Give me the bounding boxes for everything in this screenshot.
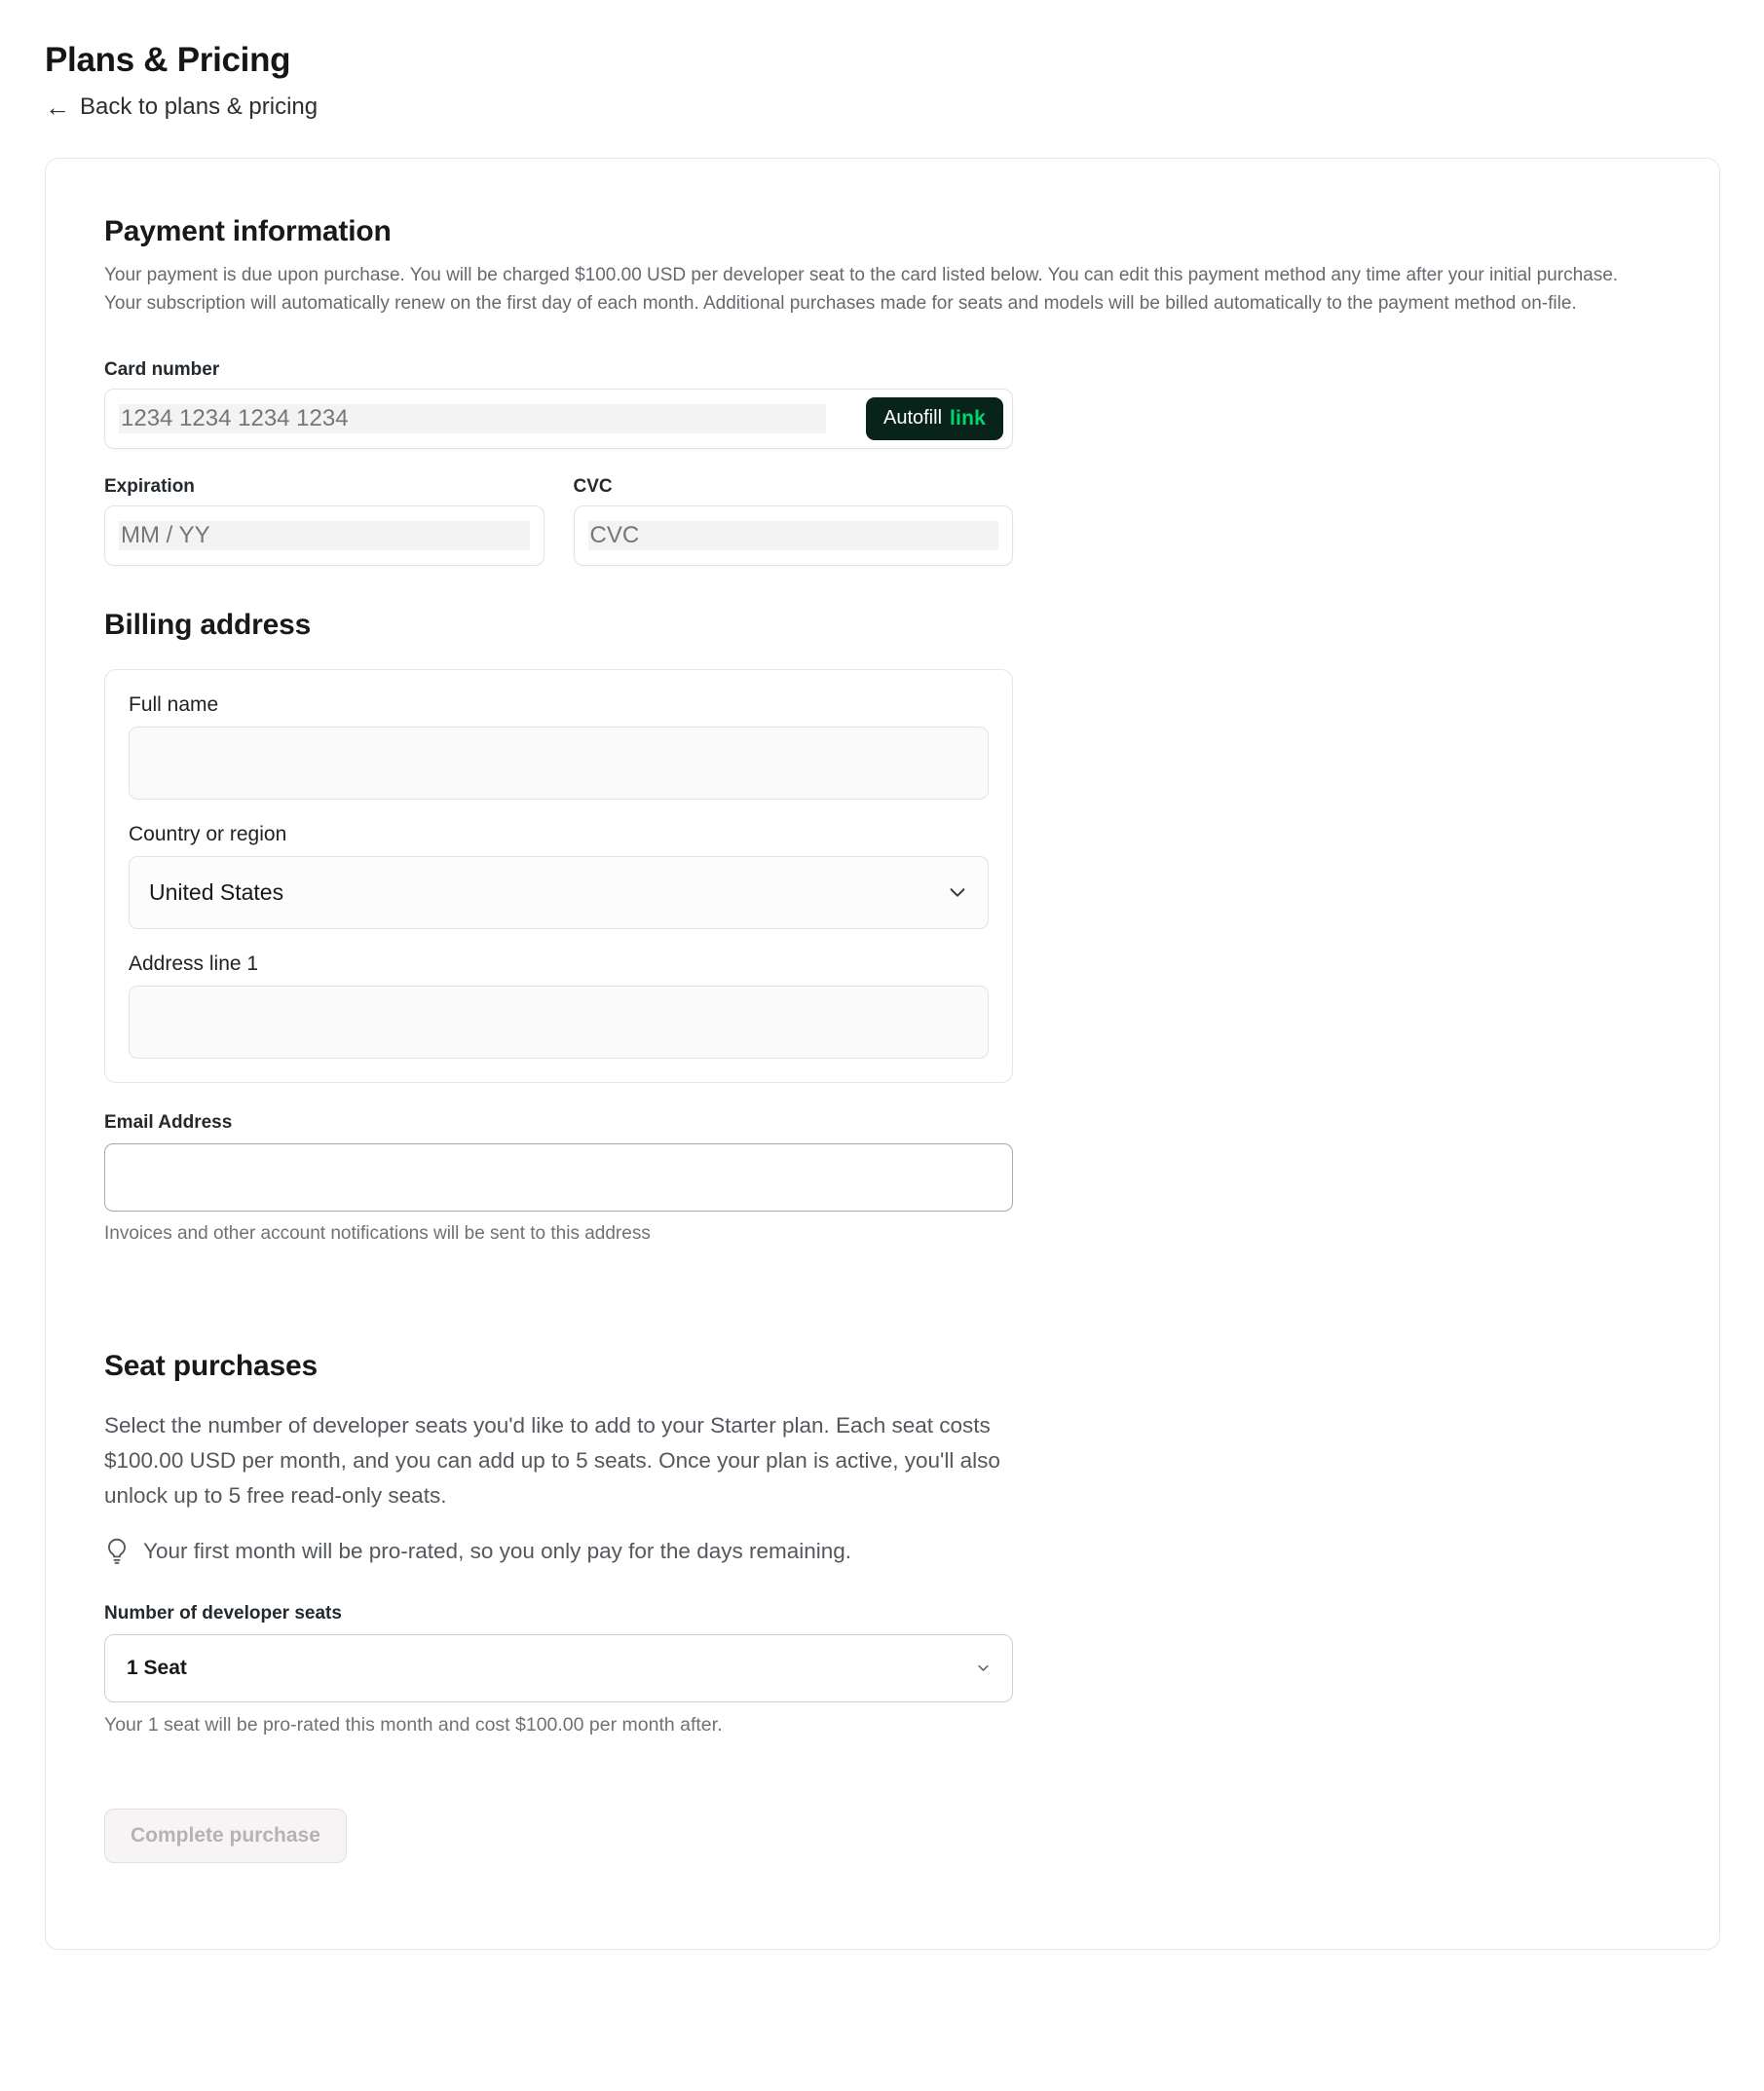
expiration-label: Expiration [104, 475, 195, 497]
email-helper-text: Invoices and other account notifications will be sent to this address [104, 1222, 651, 1244]
back-arrow-icon: ← [45, 93, 70, 122]
seat-purchases-section [104, 1350, 1013, 1863]
billing-address-heading: Billing address [104, 608, 312, 641]
page-title: Plans & Pricing [45, 41, 291, 79]
prorate-tip-text: Your first month will be pro-rated, so you only pay for the days remaining. [143, 1538, 852, 1563]
card-number-field-wrap [104, 389, 1013, 449]
cvc-field [574, 476, 1014, 566]
full-name-input[interactable] [129, 727, 989, 800]
expiration-input[interactable] [104, 505, 544, 566]
address-line1-label: Address line 1 [129, 952, 259, 975]
expiration-field [104, 476, 544, 566]
autofill-label: Autofill [882, 407, 943, 429]
country-selected-value: United States [149, 878, 284, 905]
chevron-down-icon [947, 881, 968, 903]
seat-purchases-description: Select the number of developer seats you'd like to add to your Starter plan. Each seat costs $100.00 USD per month, and you can add up to 5 seats. Once your plan is active, you'll also unlock up to 5 free read-only seats. [104, 1412, 1000, 1508]
billing-address-group [104, 669, 1013, 1083]
seat-count-label: Number of developer seats [104, 1602, 342, 1624]
back-link[interactable] [45, 93, 318, 121]
email-label: Email Address [104, 1111, 233, 1133]
seat-prorate-helper: Your 1 seat will be pro-rated this month and cost $100.00 per month after. [104, 1713, 723, 1736]
payment-information-heading: Payment information [104, 215, 392, 247]
link-brand-logo: link [950, 406, 986, 429]
cvc-input[interactable] [574, 505, 1014, 566]
email-input[interactable] [104, 1143, 1013, 1212]
payment-description: Your payment is due upon purchase. You will be charged $100.00 USD per developer seat to the card listed below. You can edit this payment method any time after your initial purchase. Your subscription will automatically renew on the first day of each month. Additional purchases made for seats and models will be billed automatically to the payment method on-file. [104, 265, 1619, 314]
full-name-label: Full name [129, 692, 219, 716]
seat-count-select[interactable] [104, 1634, 1013, 1702]
cvc-label: CVC [573, 475, 613, 497]
prorate-tip [104, 1537, 1013, 1566]
lightbulb-icon [104, 1537, 130, 1566]
autofill-link-button[interactable] [866, 397, 1003, 440]
country-label: Country or region [129, 822, 287, 845]
complete-purchase-button[interactable]: Complete purchase [104, 1809, 347, 1863]
seat-purchases-heading: Seat purchases [104, 1349, 318, 1382]
country-select[interactable] [129, 856, 989, 929]
address-line1-input[interactable] [129, 986, 989, 1059]
chevron-down-icon [976, 1661, 991, 1675]
seat-count-selected-value: 1 Seat [127, 1656, 187, 1679]
card-number-label: Card number [104, 358, 220, 380]
billing-address-section [104, 609, 1013, 1245]
checkout-card [45, 158, 1720, 1950]
back-link-label: Back to plans & pricing [80, 93, 319, 120]
payment-information-section [104, 215, 1661, 566]
